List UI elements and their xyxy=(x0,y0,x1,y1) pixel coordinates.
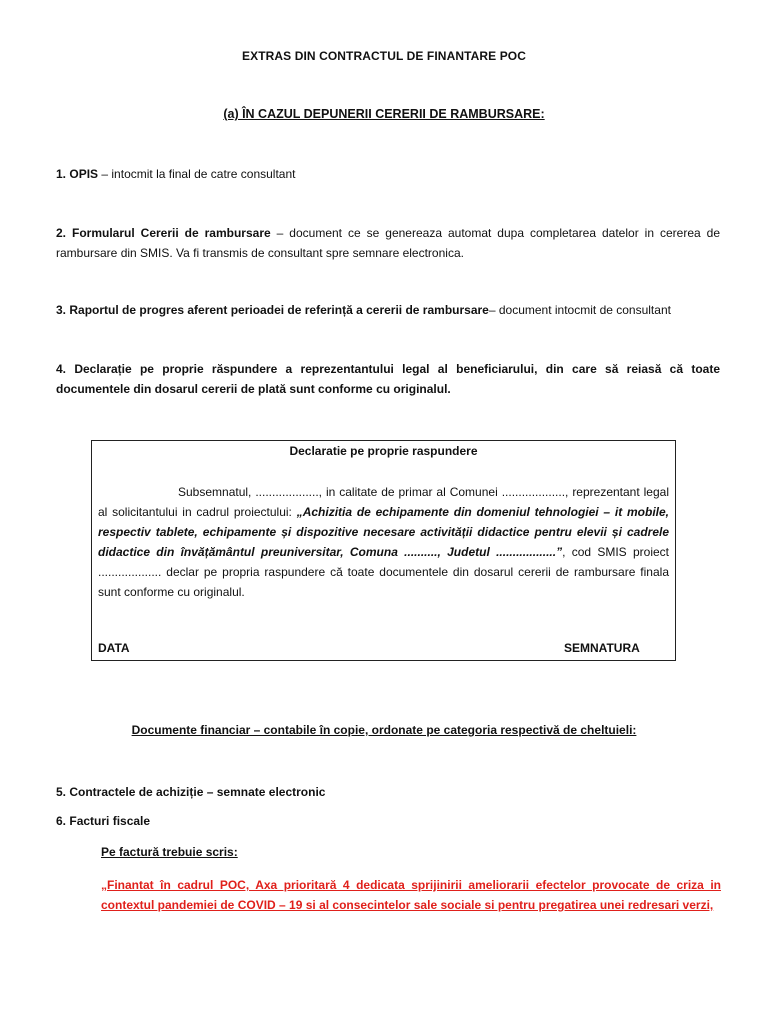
list-item-formular xyxy=(56,223,720,263)
item-number: 2. xyxy=(56,226,67,240)
declaration-body-part2: , cod SMIS proiect ................... declar pe propria raspundere că toate documentele din dosarul cererii de rambursare finala sunt conforme cu originalul. xyxy=(98,545,669,599)
item-text: Facturi fiscale xyxy=(69,814,151,828)
list-item-facturi xyxy=(56,811,720,831)
declaration-signature-label: SEMNATURA xyxy=(564,641,640,655)
item-lead: Formularul Cererii de rambursare xyxy=(72,226,271,240)
item-text: – intocmit la final de catre consultant xyxy=(98,167,296,181)
declaration-title: Declaratie pe proprie raspundere xyxy=(289,444,478,458)
declaration-date-label: DATA xyxy=(98,641,130,655)
declaration-project-name: „Achizitia de echipamente din domeniul tehnologiei – it mobile, respectiv tablete, echipamente și dispozitive necesare activității didactice pentru elevii și cadrele didactice din învățământul preuniversitar, Comuna .........., Judetul ..................” xyxy=(98,505,669,559)
item-number: 6. xyxy=(56,814,67,828)
item-number: 4. xyxy=(56,362,67,376)
list-item-opis xyxy=(56,164,720,184)
declaration-body-part1: Subsemnatul, ..................., in calitate de primar al Comunei ..................., reprezentant legal al solicitantului in cadrul proiectului: xyxy=(98,485,669,519)
invoice-subheading: Pe factură trebuie scris: xyxy=(101,845,238,859)
item-text: – document intocmit de consultant xyxy=(488,303,671,317)
document-title: EXTRAS DIN CONTRACTUL DE FINANTARE POC xyxy=(241,49,527,63)
section-heading: (a) ÎN CAZUL DEPUNERII CERERII DE RAMBURSARE: xyxy=(223,107,545,121)
declaration-body xyxy=(98,482,669,602)
list-item-declaratie xyxy=(56,359,720,399)
item-number: 3. xyxy=(56,303,67,317)
item-number: 1. xyxy=(56,167,67,181)
item-text: Contractele de achiziție – semnate electronic xyxy=(69,785,326,799)
item-lead: Raportul de progres aferent perioadei de referință a cererii de rambursare xyxy=(69,303,489,317)
financial-docs-heading: Documente financiar – contabile în copie, ordonate pe categoria respectivă de cheltuieli: xyxy=(131,723,637,737)
item-text: – document ce se genereaza automat dupa completarea datelor in cererea de rambursare din SMIS. Va fi transmis de consultant spre semnare electronica. xyxy=(56,226,720,260)
item-lead: OPIS xyxy=(69,167,99,181)
invoice-note: „Finantat în cadrul POC, Axa prioritară 4 dedicata sprijinirii ameliorarii efectelor provocate de criza in contextul pandemiei de COVID – 19 si al consecintelor sale sociale si pentru pregatirea unei redresari verzi, xyxy=(101,878,721,912)
list-item-raport xyxy=(56,300,720,320)
declaration-box xyxy=(91,440,676,661)
item-number: 5. xyxy=(56,785,67,799)
list-item-contracte xyxy=(56,782,720,802)
item-text: Declarație pe proprie răspundere a reprezentantului legal al beneficiarului, din care să reiasă că toate documentele din dosarul cererii de plată sunt conforme cu originalul. xyxy=(56,362,720,396)
